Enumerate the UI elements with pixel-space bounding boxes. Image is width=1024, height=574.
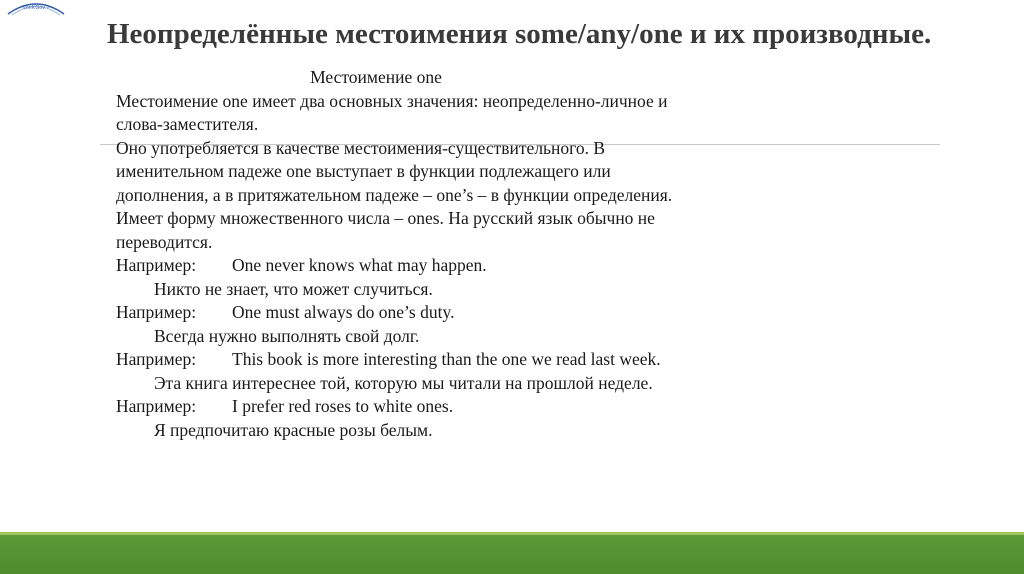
example-translation: Никто не знает, что может случиться. <box>154 278 433 299</box>
paragraph-line: именительном падеже one выступает в функции подлежащего или <box>116 161 611 181</box>
logo-text: – VonKGov – <box>18 5 50 11</box>
example-translation: Я предпочитаю красные розы белым. <box>154 419 433 440</box>
example-label: Например: <box>116 349 197 369</box>
example-translation: Всегда нужно выполнять свой долг. <box>154 325 420 346</box>
slide-body <box>116 66 776 442</box>
paragraph-line: Имеет форму множественного числа – ones. На русский язык обычно не <box>116 208 655 228</box>
example-english: One must always do one’s duty. <box>232 302 455 322</box>
footer-bar <box>0 532 1024 574</box>
example-line <box>116 301 776 325</box>
example-label: Например: <box>116 396 197 416</box>
example-translation: Эта книга интереснее той, которую мы читали на прошлой неделе. <box>154 372 653 393</box>
paragraph-line: переводится. <box>116 231 213 252</box>
example-english: This book is more interesting than the one we read last week. <box>232 349 661 369</box>
footer-bar-main <box>0 535 1024 574</box>
logo <box>4 0 68 18</box>
section-heading: Местоимение one <box>310 67 442 87</box>
example-line <box>116 254 776 278</box>
example-label: Например: <box>116 302 197 322</box>
example-label: Например: <box>116 255 197 275</box>
paragraph-line: слова-заместителя. <box>116 114 259 134</box>
example-english: I prefer red roses to white ones. <box>232 396 454 416</box>
example-line <box>116 395 776 419</box>
paragraph-line: Оно употребляется в качестве местоимения-существительного. В <box>116 137 606 158</box>
slide-title: Неопределённые местоимения some/any/one и их производные. <box>107 18 932 50</box>
example-line <box>116 348 776 372</box>
paragraph-line: дополнения, а в притяжательном падеже – one’s – в функции определения. <box>116 184 673 205</box>
paragraph-line: Местоимение one имеет два основных значения: неопределенно-личное и <box>116 90 668 111</box>
example-english: One never knows what may happen. <box>232 255 487 275</box>
